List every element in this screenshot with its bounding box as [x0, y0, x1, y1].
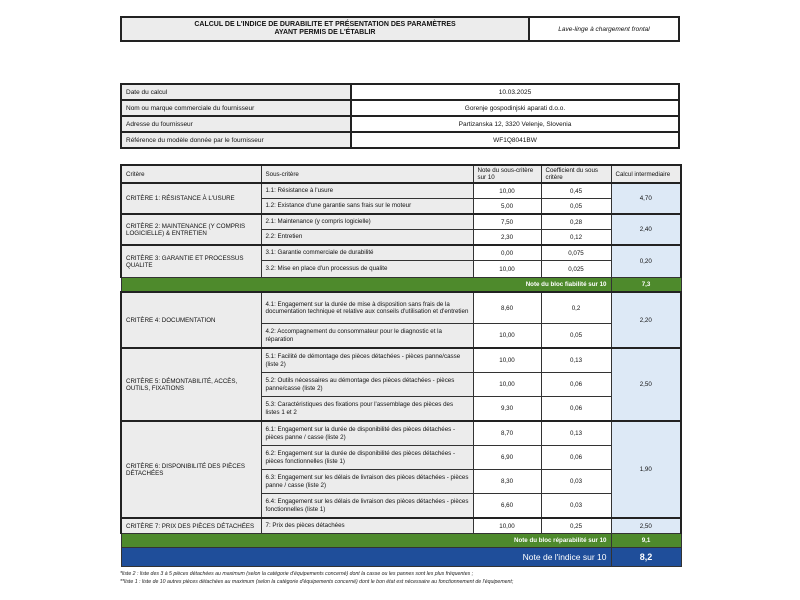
sub-criterion-note: 10,00	[473, 348, 541, 373]
header-note: Note du sous-critère sur 10	[473, 165, 541, 183]
sub-criterion-coef: 0,05	[541, 324, 611, 349]
criterion-name: CRITÈRE 5: DÉMONTABILITÉ, ACCÈS, OUTILS, FIXATIONS	[121, 348, 261, 421]
sub-criterion-note: 8,30	[473, 470, 541, 494]
info-value: WF1Q8041BW	[351, 132, 679, 148]
table-row	[121, 183, 681, 199]
sub-criterion-label: 6.1: Engagement sur la durée de disponibilité des pièces détachées - pièces panne / casse (liste 2)	[261, 421, 473, 446]
reparabilite-value: 9,1	[611, 534, 681, 548]
table-row	[121, 214, 681, 230]
sub-criterion-note: 8,70	[473, 421, 541, 446]
criterion-calc: 0,20	[611, 245, 681, 278]
criterion-name: CRITÈRE 2: MAINTENANCE (Y COMPRIS LOGICIELLE) & ENTRETIEN	[121, 214, 261, 245]
table-row	[121, 518, 681, 534]
sub-criterion-label: 6.3: Engagement sur les délais de livraison des pièces détachées - pièces panne / casse (liste 2)	[261, 470, 473, 494]
sub-criterion-label: 4.1: Engagement sur la durée de mise à disposition sans frais de la documentation technique et relative aux conseils d'utilisation et d'entretien	[261, 292, 473, 324]
sub-criterion-coef: 0,2	[541, 292, 611, 324]
reparabilite-row	[121, 534, 681, 548]
fiabilite-value: 7,3	[611, 278, 681, 293]
sub-criterion-label: 1.2: Existance d'une garantie sans frais sur le moteur	[261, 199, 473, 215]
sub-criterion-coef: 0,05	[541, 199, 611, 215]
header-sous-critere: Sous-critère	[261, 165, 473, 183]
fiabilite-label: Note du bloc fiabilité sur 10	[121, 278, 611, 293]
sub-criterion-coef: 0,13	[541, 421, 611, 446]
sub-criterion-coef: 0,06	[541, 373, 611, 397]
table-header-row	[121, 165, 681, 183]
sub-criterion-coef: 0,45	[541, 183, 611, 199]
title-line-1: CALCUL DE L'INDICE DE DURABILITE ET PRÉSENTATION DES PARAMÈTRES	[194, 21, 456, 28]
info-value: Gorenje gospodinjski aparati d.o.o.	[351, 100, 679, 116]
sub-criterion-note: 6,90	[473, 446, 541, 470]
indice-label: Note de l'indice sur 10	[121, 548, 611, 567]
sub-criterion-coef: 0,25	[541, 518, 611, 534]
sub-criterion-note: 8,60	[473, 292, 541, 324]
sub-criterion-coef: 0,13	[541, 348, 611, 373]
footnote-liste-2: *liste 2 : liste des 3 à 5 pièces détachées au maximum (selon la catégorie d'équipements concerné) dont la casse ou les pannes sont les plus fréquentes ;	[120, 571, 474, 577]
sub-criterion-note: 9,30	[473, 397, 541, 422]
sub-criterion-label: 2.2: Entretien	[261, 230, 473, 246]
sub-criterion-coef: 0,12	[541, 230, 611, 246]
sub-criterion-note: 5,00	[473, 199, 541, 215]
sub-criterion-note: 7,50	[473, 214, 541, 230]
sub-criterion-label: 4.2: Accompagnement du consommateur pour le diagnostic et la réparation	[261, 324, 473, 349]
sub-criterion-note: 10,00	[473, 518, 541, 534]
criterion-calc: 2,20	[611, 292, 681, 348]
info-value: 10.03.2025	[351, 84, 679, 100]
document-title	[122, 18, 530, 40]
sub-criterion-coef: 0,28	[541, 214, 611, 230]
info-row	[121, 116, 679, 132]
info-label: Nom ou marque commerciale du fournisseur	[121, 100, 351, 116]
criterion-name: CRITÈRE 1: RÉSISTANCE À L'USURE	[121, 183, 261, 214]
sub-criterion-label: 1.1: Résistance à l'usure	[261, 183, 473, 199]
sub-criterion-note: 10,00	[473, 261, 541, 278]
header-calc: Calcul intermediaire	[611, 165, 681, 183]
sub-criterion-coef: 0,075	[541, 245, 611, 261]
sub-criterion-label: 7: Prix des pièces détachées	[261, 518, 473, 534]
info-label: Date du calcul	[121, 84, 351, 100]
header-coef: Coefficient du sous critère	[541, 165, 611, 183]
info-row	[121, 100, 679, 116]
info-row	[121, 132, 679, 148]
criterion-calc: 2,50	[611, 348, 681, 421]
fiabilite-row	[121, 278, 681, 293]
info-label: Adresse du fournisseur	[121, 116, 351, 132]
sub-criterion-label: 2.1: Maintenance (y compris logicielle)	[261, 214, 473, 230]
table-row	[121, 245, 681, 261]
sub-criterion-coef: 0,03	[541, 470, 611, 494]
supplier-info-table	[120, 83, 680, 149]
sub-criterion-coef: 0,025	[541, 261, 611, 278]
sub-criterion-note: 0,00	[473, 245, 541, 261]
title-line-2: AYANT PERMIS DE L'ÉTABLIR	[274, 29, 376, 36]
criterion-calc: 1,90	[611, 421, 681, 518]
sub-criterion-label: 5.1: Facilité de démontage des pièces détachées - pièces panne/casse (liste 2)	[261, 348, 473, 373]
sub-criterion-note: 6,60	[473, 494, 541, 519]
criterion-name: CRITÈRE 6: DISPONIBILITÉ DES PIÈCES DÉTACHÉES	[121, 421, 261, 518]
sub-criterion-note: 10,00	[473, 373, 541, 397]
criterion-name: CRITÈRE 7: PRIX DES PIÈCES DÉTACHÉES	[121, 518, 261, 534]
info-value: Partizanska 12, 3320 Velenje, Slovenia	[351, 116, 679, 132]
header-critere: Critère	[121, 165, 261, 183]
table-row	[121, 292, 681, 324]
table-row	[121, 421, 681, 446]
sub-criterion-label: 5.2: Outils nécessaires au démontage des pièces détachées - pièces panne/casse (liste 2)	[261, 373, 473, 397]
criterion-name: CRITÈRE 3: GARANTIE ET PROCESSUS QUALITE	[121, 245, 261, 278]
criterion-calc: 2,50	[611, 518, 681, 534]
sub-criterion-note: 10,00	[473, 183, 541, 199]
indice-row	[121, 548, 681, 567]
info-label: Référence du modèle donnée par le fournisseur	[121, 132, 351, 148]
product-type: Lave-linge à chargement frontal	[558, 25, 650, 33]
indice-value: 8,2	[611, 548, 681, 567]
sub-criterion-note: 2,30	[473, 230, 541, 246]
sub-criterion-note: 10,00	[473, 324, 541, 349]
document-header	[120, 16, 680, 42]
criterion-calc: 4,70	[611, 183, 681, 214]
sub-criterion-label: 6.2: Engagement sur la durée de disponibilité des pièces détachées - pièces fonctionnelles (liste 1)	[261, 446, 473, 470]
sub-criterion-label: 6.4: Engagement sur les délais de livraison des pièces détachées - pièces fonctionnelles (liste 1)	[261, 494, 473, 519]
table-row	[121, 348, 681, 373]
sub-criterion-label: 3.2: Mise en place d'un processus de qualite	[261, 261, 473, 278]
sub-criterion-coef: 0,06	[541, 446, 611, 470]
footnote-liste-1: **liste 1 : liste de 10 autres pièces détachées au maximum (selon la catégorie d'équipements concerné) dont le bon état est nécessaire au fonctionnement de l'équipement;	[120, 579, 514, 585]
criterion-calc: 2,40	[611, 214, 681, 245]
sub-criterion-coef: 0,03	[541, 494, 611, 519]
info-row	[121, 84, 679, 100]
durability-table	[120, 164, 682, 567]
criterion-name: CRITÈRE 4: DOCUMENTATION	[121, 292, 261, 348]
sub-criterion-label: 5.3: Caractéristiques des fixations pour l'assemblage des pièces des listes 1 et 2	[261, 397, 473, 422]
sub-criterion-coef: 0,06	[541, 397, 611, 422]
reparabilite-label: Note du bloc réparabilité sur 10	[121, 534, 611, 548]
sub-criterion-label: 3.1: Garantie commerciale de durabilité	[261, 245, 473, 261]
